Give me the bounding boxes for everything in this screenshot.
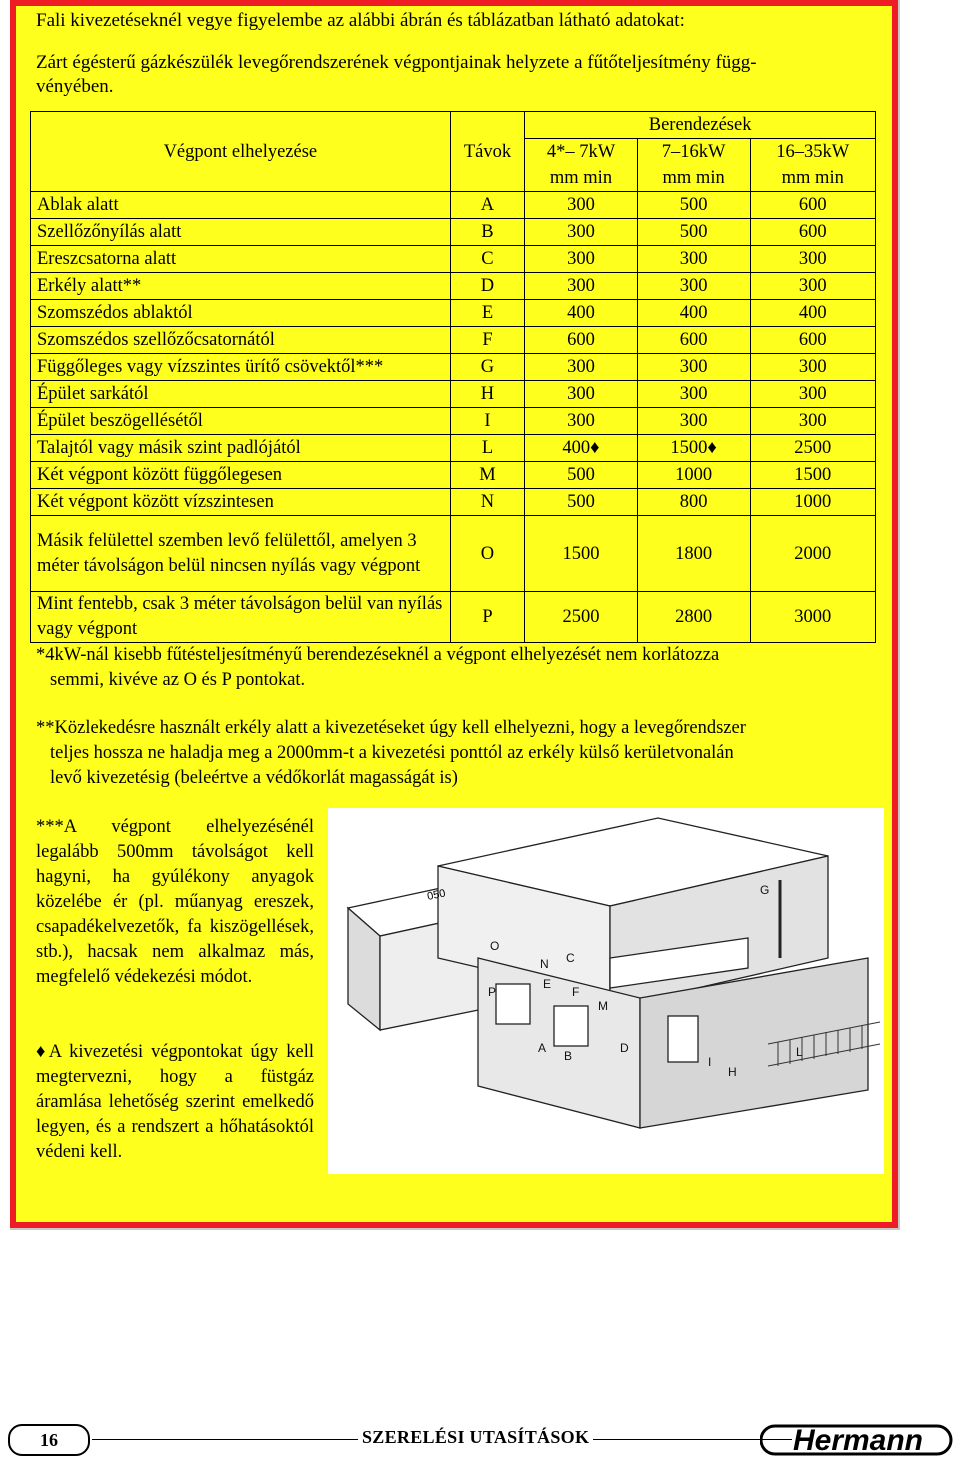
- diagram-label-o: O: [490, 939, 500, 953]
- header-location: Végpont elhelyezése: [31, 112, 451, 192]
- row-value-7-16kw: 300: [637, 273, 750, 300]
- row-value-4-7kw: 1500: [525, 516, 638, 592]
- table-row: [31, 219, 876, 246]
- row-value-4-7kw: 400: [525, 300, 638, 327]
- row-value-4-7kw: 300: [525, 273, 638, 300]
- table-row: [31, 192, 876, 219]
- diagram-label-h: H: [728, 1065, 737, 1079]
- row-value-16-35kw: 600: [750, 327, 876, 354]
- diagram-label-e: E: [543, 977, 552, 991]
- row-value-4-7kw: 500: [525, 489, 638, 516]
- row-value-7-16kw: 2800: [637, 592, 750, 643]
- row-value-7-16kw: 1000: [637, 462, 750, 489]
- row-distance-code: B: [450, 219, 524, 246]
- page-number: 16: [8, 1424, 90, 1456]
- header-power-2: 7–16kW: [637, 139, 750, 166]
- note-2-line-1: **Közlekedésre használt erkély alatt a kivezetéseket úgy kell elhelyezni, hogy a levegőrendszer: [36, 718, 746, 738]
- row-location: Két végpont között függőlegesen: [31, 462, 451, 489]
- row-location: Szellőzőnyílás alatt: [31, 219, 451, 246]
- row-value-16-35kw: 600: [750, 219, 876, 246]
- table-row: [31, 300, 876, 327]
- row-value-16-35kw: 300: [750, 408, 876, 435]
- table-row: [31, 462, 876, 489]
- table-row: [31, 273, 876, 300]
- table-row: [31, 516, 876, 592]
- row-value-7-16kw: 300: [637, 246, 750, 273]
- row-distance-code: E: [450, 300, 524, 327]
- note-4-text: ♦A kivezetési végpontokat úgy kell megtervezni, hogy a füstgáz áramlása lehetőség szerint emelkedő legyen, és a rendszert a hőhatásoktól védeni kell.: [36, 1042, 314, 1162]
- row-distance-code: A: [450, 192, 524, 219]
- window: [554, 1006, 588, 1046]
- table-row: [31, 246, 876, 273]
- row-distance-code: C: [450, 246, 524, 273]
- row-location: Ablak alatt: [31, 192, 451, 219]
- row-distance-code: L: [450, 435, 524, 462]
- header-distance: Távok: [450, 112, 524, 192]
- table-row: [31, 354, 876, 381]
- row-value-7-16kw: 500: [637, 219, 750, 246]
- intro-line-2: Zárt égésterű gázkészülék levegőrendszerének végpontjainak helyzete a fűtőteljesítmény függ-: [36, 52, 757, 73]
- row-value-7-16kw: 300: [637, 354, 750, 381]
- diagram-label-l: L: [796, 1045, 803, 1059]
- row-location: Másik felülettel szemben levő felülettől, amelyen 3 méter távolságon belül nincsen nyílás vagy végpont: [31, 516, 451, 592]
- brand-logo-mark: [760, 1424, 958, 1456]
- row-value-7-16kw: 300: [637, 381, 750, 408]
- header-power-3: 16–35kW: [750, 139, 876, 166]
- row-value-16-35kw: 300: [750, 273, 876, 300]
- row-location: Erkély alatt**: [31, 273, 451, 300]
- row-value-7-16kw: 1500♦: [637, 435, 750, 462]
- table-row: [31, 489, 876, 516]
- row-value-4-7kw: 600: [525, 327, 638, 354]
- row-value-4-7kw: 300: [525, 408, 638, 435]
- row-location: Szomszédos szellőzőcsatornától: [31, 327, 451, 354]
- table-row: [31, 592, 876, 643]
- note-4: [36, 1040, 314, 1165]
- header-unit-3: mm min: [750, 165, 876, 192]
- row-value-4-7kw: 300: [525, 192, 638, 219]
- diagram-label-m: M: [598, 999, 608, 1013]
- table-row: [31, 408, 876, 435]
- distance-table: [30, 111, 876, 643]
- row-value-4-7kw: 300: [525, 246, 638, 273]
- row-value-4-7kw: 300: [525, 219, 638, 246]
- table-header-row: [31, 112, 876, 139]
- roof-label: 050: [426, 887, 447, 903]
- row-value-4-7kw: 300: [525, 381, 638, 408]
- row-value-16-35kw: 300: [750, 246, 876, 273]
- note-2-line-3: levő kivezetésig (beleértve a védőkorlát magasságát is): [50, 768, 458, 788]
- header-devices: Berendezések: [525, 112, 876, 139]
- brand-logo-text: Hermann: [792, 1424, 924, 1456]
- row-location: Függőleges vagy vízszintes ürítő csövektől***: [31, 354, 451, 381]
- row-distance-code: D: [450, 273, 524, 300]
- row-value-16-35kw: 1500: [750, 462, 876, 489]
- row-value-7-16kw: 300: [637, 408, 750, 435]
- row-distance-code: O: [450, 516, 524, 592]
- note-1-line-1: *4kW-nál kisebb fűtésteljesítményű berendezéseknél a végpont elhelyezését nem korlátozza: [36, 645, 720, 665]
- diagram-label-p: P: [488, 985, 497, 999]
- row-location: Talajtól vagy másik szint padlójától: [31, 435, 451, 462]
- row-value-16-35kw: 400: [750, 300, 876, 327]
- note-1-line-2: semmi, kivéve az O és P pontokat.: [50, 670, 306, 690]
- row-value-7-16kw: 800: [637, 489, 750, 516]
- row-distance-code: P: [450, 592, 524, 643]
- window: [668, 1016, 698, 1062]
- building-illustration: [328, 808, 884, 1174]
- row-value-7-16kw: 400: [637, 300, 750, 327]
- row-value-7-16kw: 1800: [637, 516, 750, 592]
- row-location: Épület sarkától: [31, 381, 451, 408]
- row-value-7-16kw: 500: [637, 192, 750, 219]
- row-value-4-7kw: 300: [525, 354, 638, 381]
- row-value-16-35kw: 2500: [750, 435, 876, 462]
- header-power-1: 4*– 7kW: [525, 139, 638, 166]
- table-row: [31, 381, 876, 408]
- row-value-4-7kw: 2500: [525, 592, 638, 643]
- building-diagram: [328, 808, 884, 1174]
- row-location: Épület beszögellésétől: [31, 408, 451, 435]
- row-value-16-35kw: 300: [750, 381, 876, 408]
- diagram-label-f: F: [572, 985, 580, 999]
- row-distance-code: F: [450, 327, 524, 354]
- diagram-label-g: G: [760, 883, 770, 897]
- row-distance-code: N: [450, 489, 524, 516]
- row-value-16-35kw: 600: [750, 192, 876, 219]
- row-value-4-7kw: 500: [525, 462, 638, 489]
- table-row: [31, 327, 876, 354]
- diagram-label-n: N: [540, 957, 549, 971]
- row-location: Két végpont között vízszintesen: [31, 489, 451, 516]
- diagram-label-i: I: [708, 1055, 712, 1069]
- header-unit-1: mm min: [525, 165, 638, 192]
- row-distance-code: G: [450, 354, 524, 381]
- row-value-16-35kw: 1000: [750, 489, 876, 516]
- intro-line-1: Fali kivezetéseknél vegye figyelembe az alábbi ábrán és táblázatban látható adatokat:: [36, 10, 685, 31]
- note-2-line-2: teljes hossza ne haladja meg a 2000mm-t a kivezetési ponttól az erkély külső kerületvonalán: [50, 743, 734, 763]
- header-unit-2: mm min: [637, 165, 750, 192]
- row-value-7-16kw: 600: [637, 327, 750, 354]
- row-location: Ereszcsatorna alatt: [31, 246, 451, 273]
- diagram-label-c: C: [566, 951, 575, 965]
- note-3-text: ***A végpont elhelyezésénél legalább 500mm távolságot kell hagyni, ha gyúlékony anyagok közelébe ér (pl. műanyag ereszek, csapadékelvezetők, fa kiszögellések, stb.), hacsak nem alkalmaz más, megfelelő védekezési módot.: [36, 817, 314, 987]
- row-value-4-7kw: 400♦: [525, 435, 638, 462]
- diagram-label-a: A: [538, 1041, 547, 1055]
- row-distance-code: I: [450, 408, 524, 435]
- row-location: Szomszédos ablaktól: [31, 300, 451, 327]
- row-location: Mint fentebb, csak 3 méter távolságon belül van nyílás vagy végpont: [31, 592, 451, 643]
- diagram-label-d: D: [620, 1041, 629, 1055]
- diagram-label-b: B: [564, 1049, 573, 1063]
- row-distance-code: H: [450, 381, 524, 408]
- window: [496, 984, 530, 1024]
- footer-title: SZERELÉSI UTASÍTÁSOK: [358, 1427, 593, 1448]
- row-value-16-35kw: 2000: [750, 516, 876, 592]
- row-value-16-35kw: 300: [750, 354, 876, 381]
- row-distance-code: M: [450, 462, 524, 489]
- brand-logo: [760, 1424, 958, 1456]
- intro-line-3: vényében.: [36, 76, 114, 97]
- row-value-16-35kw: 3000: [750, 592, 876, 643]
- note-3: [36, 815, 314, 990]
- table-row: [31, 435, 876, 462]
